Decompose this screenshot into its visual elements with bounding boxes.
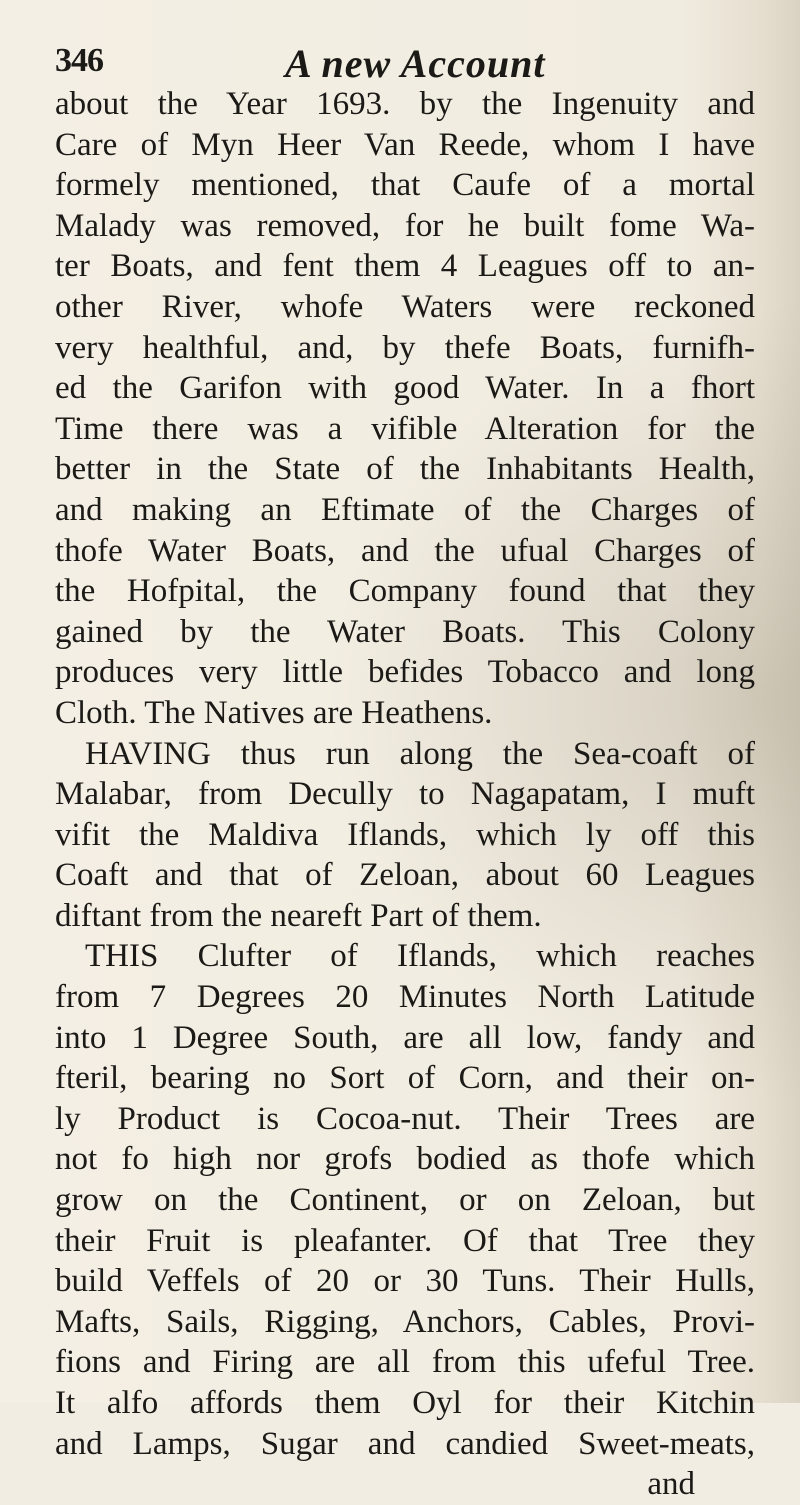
text-line: better in the State of the Inhabitants Health, <box>55 451 755 488</box>
text-line: very healthful, and, by thefe Boats, furnifh- <box>55 329 755 366</box>
text-line: vifit the Maldiva Iflands, which ly off this <box>55 816 755 853</box>
text-line: HAVING thus run along the Sea-coaft of <box>85 735 755 772</box>
text-line: into 1 Degree South, are all low, fandy and <box>55 1019 755 1056</box>
text-line: about the Year 1693. by the Ingenuity and <box>55 86 755 122</box>
text-line: from 7 Degrees 20 Minutes North Latitude <box>55 979 755 1016</box>
body-text <box>55 84 755 1505</box>
running-title: A new Account <box>285 41 546 86</box>
text-line: formely mentioned, that Caufe of a mortal <box>55 167 755 204</box>
text-line: diftant from the neareft Part of them. <box>55 897 542 934</box>
text-line: ter Boats, and fent them 4 Leagues off to an- <box>55 248 755 285</box>
text-line: and making an Eftimate of the Charges of <box>55 491 755 528</box>
text-line: Care of Myn Heer Van Reede, whom I have <box>55 126 755 163</box>
text-line: Cloth. The Natives are Heathens. <box>55 694 493 731</box>
text-line: and Lamps, Sugar and candied Sweet-meats, <box>55 1425 755 1462</box>
page-header <box>55 40 735 88</box>
text-line: fions and Firing are all from this ufeful Tree. <box>55 1344 755 1381</box>
text-line: and <box>647 1466 695 1503</box>
text-line: Coaft and that of Zeloan, about 60 Leagues <box>55 857 755 894</box>
text-line: It alfo affords them Oyl for their Kitchin <box>55 1385 755 1421</box>
text-line: Malabar, from Decully to Nagapatam, I muft <box>55 776 755 813</box>
text-line: ly Product is Cocoa-nut. Their Trees are <box>55 1100 755 1137</box>
text-line: grow on the Continent, or on Zeloan, but <box>55 1182 755 1219</box>
text-line: produces very little befides Tobacco and long <box>55 654 755 691</box>
text-line: thofe Water Boats, and the ufual Charges of <box>55 532 755 569</box>
text-line: THIS Clufter of Iflands, which reaches <box>85 938 755 975</box>
text-line: Time there was a vifible Alteration for the <box>55 410 755 447</box>
text-line: build Veffels of 20 or 30 Tuns. Their Hulls, <box>55 1263 755 1300</box>
text-line: Mafts, Sails, Rigging, Anchors, Cables, Provi- <box>55 1303 755 1340</box>
text-line: gained by the Water Boats. This Colony <box>55 613 755 650</box>
text-line: their Fruit is pleafanter. Of that Tree they <box>55 1222 755 1259</box>
text-line: other River, whofe Waters were reckoned <box>55 288 755 325</box>
text-line: fteril, bearing no Sort of Corn, and their on- <box>55 1060 755 1097</box>
text-line: ed the Garifon with good Water. In a fhort <box>55 370 755 407</box>
text-line: not fo high nor grofs bodied as thofe which <box>55 1141 755 1178</box>
page-number: 346 <box>55 42 103 79</box>
text-line: the Hofpital, the Company found that they <box>55 573 755 610</box>
text-line: Malady was removed, for he built fome Wa- <box>55 207 755 244</box>
